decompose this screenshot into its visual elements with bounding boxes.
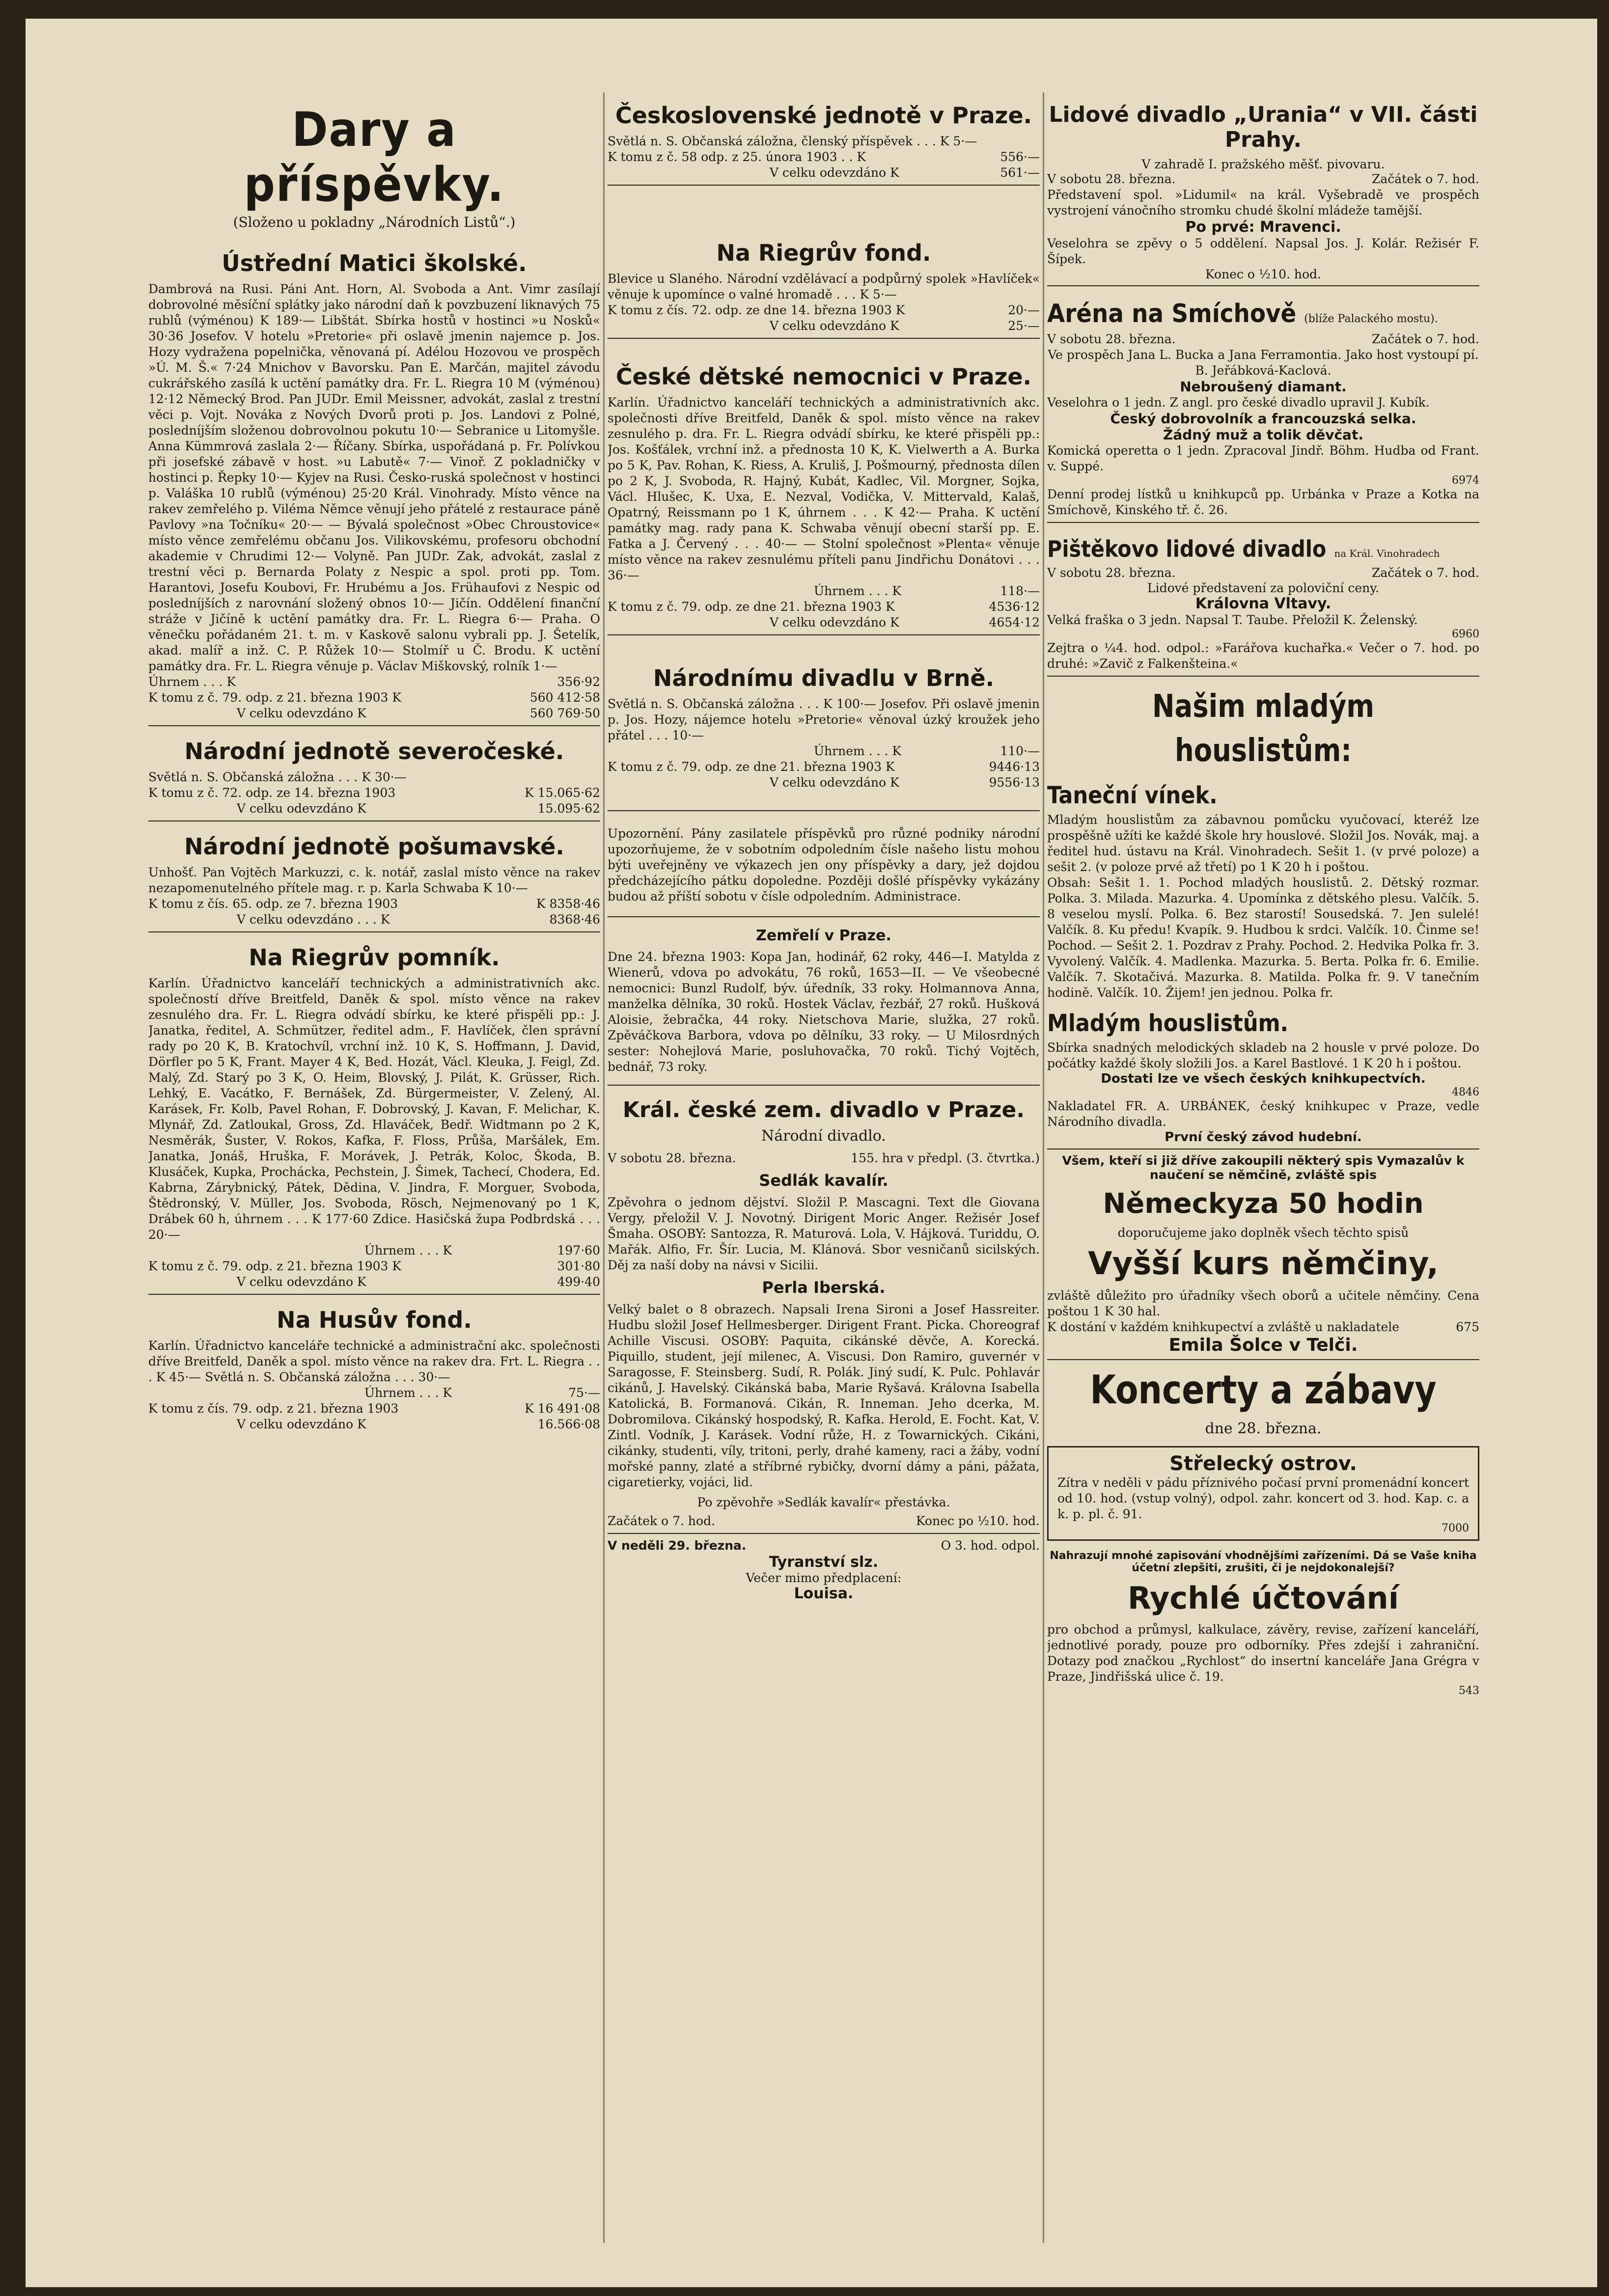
arena-date-row: V sobotu 28. března. Začátek o 7. hod.: [1047, 332, 1479, 346]
column-2: [608, 82, 1040, 2263]
urania-first: Po prvé: Mravenci.: [1185, 219, 1341, 236]
carry-row: K tomu z čís. 72. odp. ze dne 14. března 1903 K 20·—: [608, 303, 1040, 317]
total-row: Úhrnem . . . K 75·—: [364, 1386, 600, 1400]
concert-box: [1047, 1446, 1479, 1541]
evening-label: Večer mimo předplacení:: [746, 1571, 902, 1585]
pist-heading-row: [1047, 527, 1479, 565]
deaths-text: Dne 24. března 1903: Kopa Jan, hodinář, 62 roky, 446—I. Matylda z Wienerů, vdova po advokátu, 76 roků, 1653—II. — Ve všeobecné nemocnici: Bunzl Rudolf, býv. úředník, 33 roky. Holmannova Anna, manželka dělníka, 30 roků. Hostek Václav, řezbář, 27 roků. Hušková Aloisie, žebračka, 44 roky. Nietschova Marie, služka, 27 roků. Zpěváčkova Barbora, vdova po dělníku, 33 roky. — U Milosrdných sester: Nohejlová Marie, posluhovačka, 70 roků. Tichý Vojtěch, bednář, 73 roky.: [608, 950, 1040, 1074]
sunday-row: V neděli 29. března. O 3. hod. odpol.: [608, 1538, 1040, 1553]
theatre-subheading: Národní divadlo.: [761, 1127, 886, 1145]
section-heading: Na Husův fond.: [277, 1307, 472, 1333]
section-text: Karlín. Úřadnictvo kanceláře technické a administrační akc. společnosti dříve Breitfeld, Daněk a spol. místo věnce na rakev dra. Frt. L. Riegra . . . K 45·— Světlá n. S. Občanská záložna . . . 30·—: [148, 1339, 600, 1384]
section-heading: Národní jednotě pošumavské.: [184, 833, 564, 860]
divider: [608, 185, 1040, 186]
play-text: Velký balet o 8 obrazech. Napsali Irena Sironi a Josef Hassreiter. Hudbu složil Josef Hellmesberger. Dirigent Frant. Picka. Choreograf Achille Viscusi. OSOBY: Paquita, cikánské děvče, A. Korecká. Piquillo, student, její milenec, A. Viscusi. Don Ramiro, guvernér v Saragosse, F. Steinsberg. Sudí, R. Polák. Jiný sudí, K. Pulc. Pohlavár cikánů, J. Havelský. Cikánská baba, Marie Ryšavá. Královna Isabella Katolická, B. Formanová. Cikán, R. Inneman. Jeho dcerka, M. Dobromilova. Cikánský hospodský, R. Kafka. Herold, E. Focht. Kat, V. Zintl. Vodník, J. Karásek. Vodní růže, H. z Towarnických. Cikáni, cikánky, studenti, víly, tritoni, perly, drahé kameny, raci a žáby, vodní mořské panny, zlaté a stříbrné rybičky, dvorní dámy a páni, pážata, cigaretierky, vojáci, lid.: [608, 1302, 1040, 1489]
divider: [608, 810, 1040, 811]
pist-heading-small: na Král. Vinohradech: [1334, 547, 1440, 559]
section-text: Karlín. Úřadnictvo kanceláří technických a administrativních akc. společnosti dříve Breitfeld, Daněk & spol. místo věnce na rakev zesnulého p. dra. Fr. L. Riegra odvádí sbírku, ke které přispěli pp.: Jos. Košťálek, vrchní inž. a přednosta 10 K, K. Vielwerth a A. Burka po 5 K, Pav. Rohan, K. Riess, A. Kruliš, J. Pošmourný, přednosta dílen po 2 K, J. Svoboda, R. Hajný, Kubát, Kadlec, Vil. Morgner, Sojka, Václ. Hlušec, K. Uxa, E. Nezval, Vodička, V. Mittervald, Kalaš, Opatrný, Reissmann po 1 K, úhrnem . . . K 42·— Praha. K uctění památky mag. rady pana K. Schwaba věnují obecní starší pp. E. Fatka a J. Červený . . . 40·— — Stolní společnost »Plenta« věnuje místo věnce na rakev zesnulému příteli panu Jindřichu Donátovi . . . 36·—: [608, 395, 1040, 582]
arena-text4: Denní prodej lístků u knihkupců pp. Urbánka v Praze a Kotka na Smíchově, Kinského tř. č. 26.: [1047, 487, 1479, 517]
column-rule: [1043, 92, 1044, 2243]
divider: [1047, 1148, 1479, 1149]
arena-play: Český dobrovolník a francouzská selka.: [1110, 410, 1416, 427]
german-text: Všem, kteří si již dříve zakoupili některý spis Vymazalův k naučení se němčině, zvláště spis: [1062, 1153, 1465, 1182]
violin-heading: Našim mladým houslistům:: [1152, 688, 1375, 769]
arena-heading: Aréna na Smíchově: [1047, 299, 1297, 328]
column-1: [148, 82, 600, 2263]
urania-sub: V zahradě I. pražského měšť. pivovaru.: [1141, 157, 1385, 171]
section-heading: Národnímu divadlu v Brně.: [653, 665, 995, 691]
sum-row: V celku odevzdáno K 561·—: [770, 165, 1040, 180]
concert-heading: Koncerty a zábavy: [1090, 1367, 1437, 1413]
total-row: Úhrnem . . . K 110·—: [814, 744, 1040, 758]
sum-row: V celku odevzdáno K 15.095·62: [237, 801, 600, 816]
violin-sub: Taneční vínek.: [1047, 782, 1218, 809]
divider: [608, 338, 1040, 339]
carry-row: K tomu z čís. 79. odp. z 21. března 1903 K 16 491·08: [148, 1401, 600, 1416]
divider: [608, 916, 1040, 917]
divider: [1047, 1359, 1479, 1360]
pist-heading: Pištěkovo lidové divadlo: [1047, 536, 1327, 562]
pist-text3: Zejtra o ¼4. hod. odpol.: »Farářova kuchařka.« Večer o 7. hod. po druhé: »Zavič z Falkenšteina.«: [1047, 641, 1479, 671]
urania-end: Konec o ½10. hod.: [1205, 267, 1321, 281]
arena-num: 6974: [1452, 474, 1479, 487]
urania-text: Představení spol. »Lidumil« na král. Vyšebradě ve prospěch vystrojení vánočního stromku chudé školní mládeže tamější.: [1047, 188, 1479, 218]
arena-text3: Komická operetta o 1 jedn. Zpracoval Jindř. Böhm. Hudba od Frant. v. Suppé.: [1047, 443, 1479, 473]
section-heading: Na Riegrův fond.: [716, 240, 931, 266]
column-3: [1047, 82, 1479, 2263]
publisher: Nakladatel FR. A. URBÁNEK, český knihkupec v Praze, vedle Národního divadla.: [1047, 1099, 1479, 1129]
theatre-heading: Král. české zem. divadlo v Praze.: [622, 1097, 1025, 1122]
german-text3: zvláště důležito pro úřadníky všech oborů a učitele němčiny. Cena poštou 1 K 30 hal.: [1047, 1288, 1479, 1318]
carry-row: K tomu z č. 72. odp. ze 14. března 1903 K 15.065·62: [148, 786, 600, 800]
sum-row: V celku odevzdáno K 560 769·50: [237, 706, 600, 720]
carry-row: K tomu z č. 79. odp. z 21. března 1903 K 560 412·58: [148, 690, 600, 705]
german-title: Německyza 50 hodin: [1103, 1188, 1424, 1220]
play-title: Perla Iberská.: [762, 1278, 886, 1297]
pist-num: 6960: [1452, 628, 1479, 640]
divider: [1047, 522, 1479, 523]
violin-num: 4846: [1452, 1086, 1479, 1098]
arena-text: Ve prospěch Jana L. Bucka a Jana Ferramontia. Jako host vystoupí pí. B. Jeřábková-Kaclová.: [1048, 348, 1479, 378]
concert-sub: Střelecký ostrov.: [1169, 1452, 1357, 1475]
arena-heading-small: (blíže Palackého mostu).: [1304, 313, 1438, 325]
section-heading: Národní jednotě severočeské.: [184, 738, 564, 765]
sum-row: V celku odevzdáno K 9556·13: [770, 775, 1040, 790]
concert-num: 7000: [1442, 1522, 1469, 1534]
divider: [608, 1533, 1040, 1534]
acct-text2: pro obchod a průmysl, kalkulace, závěry, revise, zařízení kanceláří, jednotlivé porady, pouze pro odborníky. Přes zdejší i zahraniční. Dotazy pod značkou „Rychlost“ do insertní kanceláře Jana Grégra v Praze, Jindřišská ulice č. 19.: [1047, 1622, 1479, 1684]
violin-text: Dostati lze ve všech českých knihkupectvích.: [1101, 1071, 1426, 1086]
pist-text: Lidové představení za poloviční ceny.: [1147, 581, 1379, 595]
violin-sub: Mladým houslistům.: [1047, 1010, 1288, 1037]
section-text: Blevice u Slaného. Národní vzdělávací a podpůrný spolek »Havlíček« věnuje k upomínce o valné hromadě . . . K 5·—: [608, 272, 1040, 301]
play-note: Po zpěvohře »Sedlák kavalír« přestávka.: [697, 1495, 950, 1509]
total-row: Úhrnem . . . K 356·92: [148, 675, 600, 689]
pist-play: Královna Vltavy.: [1195, 595, 1332, 612]
section-text: Karlín. Úřadnictvo kanceláří technických a administrativních akc. společností dříve Breitfeld, Daněk & spol. místo věnce na rakev zesnulého dra. Fr. L. Riegra odvádí sbírku, ke které přispěli pp.: J. Janatka, ředitel, A. Schmützer, ředitel adm., F. Havlíček, člen správní rady po 20 K, B. Kratochvíl, vrchní inž. 10 K, S. Hoffmann, J. David, Dörfler po 5 K, Frant. Mayer 4 K, Bed. Hozát, Václ. Kleuka, J. Feigl, Zd. Malý, Zd. Starý po 3 K, O. Heim, Blovský, J. Pilát, K. Grüsser, Rich. Lehký, E. Vacátko, F. Bernášek, Zd. Bürgermeister, V. Zelený, Al. Karásek, Fr. Kolb, Pavel Rohan, F. Dobrovský, J. Kavan, F. Melichar, K. Mlynář, Zd. Zatloukal, Gross, Zd. Hlaváček, Bedř. Widtmann po 2 K, Nesměrák, Šuster, V. Rokos, Kafka, F. Floss, Průša, Maršálek, Em. Janatka, Jonáš, Hruška, F. Morávek, J. Petrák, Koloc, Škoda, B. Klusáček, Kupka, Prochácka, Pechstein, J. Šimek, Tachecí, Chodera, Ed. Kabrna, Zárybnický, Pátek, Dědina, V. Jindra, F. Morguer, Svoboda, Štědronský, V. Müller, Jos. Svoboda, Rösch, Nejmenovaný po 1 K, Drábek 60 h, úhrnem . . . K 177·60 Zdice. Hasičská župa Podbrdská . . . 20·—: [148, 976, 600, 1242]
sum-row: V celku odevzdáno K 25·—: [770, 319, 1040, 333]
sum-row: V celku odevzdáno K 4654·12: [770, 615, 1040, 629]
acct-num: 543: [1459, 1685, 1479, 1697]
carry-row: K tomu z č. 79. odp. z 21. března 1903 K 301·80: [148, 1259, 600, 1273]
time-row: Začátek o 7. hod. Konec po ½10. hod.: [608, 1514, 1040, 1528]
section-text: Světlá n. S. Občanská záložna . . . K 100·— Josefov. Při oslavě jmenin p. Jos. Hozy, nájemce hotelu »Pretorie« věnoval úzký kroužek jeho přátel . . . 10·—: [608, 697, 1040, 742]
carry-row: K tomu z č. 58 odp. z 25. února 1903 . . K 556·—: [608, 150, 1040, 164]
acct-text: Nahrazují mnohé zapisování vhodnějšími zařízeními. Dá se Vaše kniha účetní zlepšiti, zrušiti, či je nejdokonalejší?: [1050, 1550, 1477, 1574]
concert-text: Zítra v neděli v pádu příznivého počasí první promenádní koncert od 10. hod. (vstup volný), odpol. zahr. koncert od 3. hod. Kap. c. a k. p. pl. č. 91.: [1057, 1476, 1469, 1521]
play-title: Tyranství slz.: [769, 1554, 879, 1571]
divider: [1047, 676, 1479, 677]
urania-date-row: V sobotu 28. března. Začátek o 7. hod.: [1047, 172, 1479, 186]
theatre-date-row: V sobotu 28. března. 155. hra v předpl. (3. čtvrtka.): [608, 1151, 1040, 1165]
violin-text: Mladým houslistům za zábavnou pomůcku vyučovací, kteréž lze prospěšně užíti ke každé škole hry houslové. Složil Jos. Novák, maj. a ředitel hud. ústavu na Král. Vinohradech. Sešit 1. (v prvé poloze) a sešit 2. (v poloze prvé až třetí) po 1 K 20 h i poštou.: [1047, 813, 1479, 874]
section-heading: Československé jednotě v Praze.: [615, 102, 1032, 129]
divider: [608, 1085, 1040, 1086]
carry-row: K tomu z č. 79. odp. ze dne 21. března 1903 K 4536·12: [608, 600, 1040, 614]
divider: [148, 725, 600, 726]
acct-title: Rychlé účtování: [1128, 1580, 1399, 1616]
violin-text: Sbírka snadných melodických skladeb na 2 housle v prvé poloze. Do počátky každé školy složili Jos. a Karel Bastlové. 1 K 20 h i poštou.: [1047, 1040, 1479, 1070]
arena-text2: Veselohra o 1 jedn. Z angl. pro české divadlo upravil J. Kubík.: [1047, 395, 1430, 410]
sum-row: V celku odevzdáno K 16.566·08: [237, 1417, 600, 1431]
total-row: Úhrnem . . . K 118·—: [814, 584, 1040, 598]
german-row: K dostání v každém knihkupectví a zvláště u nakladatele 675: [1047, 1320, 1479, 1334]
section-heading: České dětské nemocnici v Praze.: [615, 363, 1032, 390]
newspaper-page: [26, 19, 1597, 2287]
section-text: Světlá n. S. Občanská záložna, členský příspěvek . . . K 5·—: [608, 134, 977, 148]
page-title: Dary a příspěvky.: [244, 102, 505, 212]
sum-row: V celku odevzdáno K 499·40: [237, 1275, 600, 1289]
publisher2: První český závod hudební.: [1165, 1130, 1362, 1145]
arena-play: Žádný muž a tolik děvčat.: [1163, 427, 1363, 443]
german-title2: Vyšší kurs němčiny,: [1088, 1246, 1439, 1282]
pist-text2: Velká fraška o 3 jedn. Napsal T. Taube. Přeložil K. Želenský.: [1047, 613, 1418, 627]
carry-row: K tomu z čís. 65. odp. ze 7. března 1903 K 8358·46: [148, 897, 600, 911]
sum-row: V celku odevzdáno . . . K 8368·46: [237, 912, 600, 927]
violin-text: Obsah: Sešit 1. 1. Pochod mladých houslistů. 2. Dětský rozmar. Polka. 3. Milada. Mazurka. 4. Upomínka z dětského plesu. Valčík. 5. 8 veselou myslí. Polka. 6. Bez starostí! Sousedská. 7. Jen sulelé! Valčík. 8. Ku předu! Kvapík. 9. Hudbou k srdci. Valčík. 10. Činme se! Pochod. — Sešit 2. 1. Pozdrav z Prahy. Pochod. 2. Hedvika Polka fr. 3. Vyvolený. Valčík. 4. Madlenka. Mazurka. 5. Berta. Polka fr. 6. Emilie. Valčík. 7. Skotačivá. Mazurka. 8. Matilda. Polka fr. 9. V tanečním hodině. Valčík. 10. Žijem! jen jednou. Polka fr.: [1047, 875, 1479, 1000]
divider: [148, 1294, 600, 1295]
divider: [608, 634, 1040, 635]
total-row: Úhrnem . . . K 197·60: [364, 1243, 600, 1257]
deaths-heading: Zemřelí v Praze.: [756, 927, 891, 944]
section-text: Unhošť. Pan Vojtěch Markuzzi, c. k. notář, zaslal místo věnce na rakev nezapomenutelného přítele mag. r. p. Karla Schwaba K 10·—: [148, 865, 600, 895]
urania-text2: Veselohra se zpěvy o 5 oddělení. Napsal Jos. J. Kolár. Režisér F. Šípek.: [1047, 236, 1479, 266]
page-subtitle: (Složeno u pokladny „Národních Listů“.): [233, 214, 516, 230]
play-text: Zpěvohra o jednom dějství. Složil P. Mascagni. Text dle Giovana Vergy, přeložil V. J. Novotný. Dirigent Moric Anger. Režisér Josef Šmaha. OSOBY: Santozza, R. Maturová. Lola, V. Hájková. Turiddu, O. Mařák. Alfio, Fr. Šír. Lucia, M. Klánová. Sbor vesničanů sicilských. Děj za naší doby na návsi v Sicilii.: [608, 1195, 1040, 1272]
section-text: Světlá n. S. Občanská záložna . . . K 30·—: [148, 770, 407, 784]
carry-row: K tomu z č. 79. odp. ze dne 21. března 1903 K 9446·13: [608, 760, 1040, 774]
play-title: Louisa.: [794, 1585, 854, 1602]
notice-text: Upozornění. Pány zasilatele příspěvků pro různé podniky národní upozorňujeme, že v sobotním odpoledním čísle našeho listu mohou býti uveřejněny ve výkazech jen ony příspěvky a dary, jež dojdou předcházejícího pátku dopoledne. Později došlé příspěvky vykázány budou až příští sobotu v čísle odpoledním. Administrace.: [608, 826, 1040, 903]
section-text: Dambrová na Rusi. Páni Ant. Horn, Al. Svoboda a Ant. Vimr zasílají dobrovolné měsíční splátky jako národní daň k povzbuzení liknavých 75 rublů (výménou) K 189·— Libštát. Sbírka hostů v hostinci »u Nosků« 30·36 Josefov. V hotelu »Pretorie« při oslavě jmenin najemce p. Jos. Hozy vydražena popelnička, věnovaná pí. Adélou Hozovou ve prospěch »Ú. M. Š.« 7·24 Mnichov v Bavorsku. Pan E. Marčán, majitel závodu cukrářského zasílá k uctění památky dra. Fr. L. Riegra 10 M (výménou) 12·12 Německý Brod. Pan JUDr. Emil Meissner, advokát, zaslal z trestní věci p. Vojt. Nováka z Nových Dvorů proti p. Jos. Landovi z Polné, posledníjším složenou dobrovolnou pokutu 10·— Sebranice u Litomyšle. Anna Kümmrová zaslala 2·— Říčany. Sbírka, uspořádaná p. Fr. Polívkou při josefské zábavě v host. »u Labutě« 7·— Vinoř. Z pokladničky v hostinci p. Řepky 10·— Kyjev na Rusi. Česko-ruská společnost v hostinci p. Valáška 10 rublů (výménou) 25·20 Král. Vinohrady. Místo věnce na rakev zemřelého p. Viléma Němce věnují jeho přátelé z restaurace páně Pavlovy »na Točníku« 20·— — Bývalá společnost »Obec Chroustovice« místo věnce zemřelému občanu Jos. Vilikovskému, profesoru obchodní akademie v Chrudimi 12·— Volyně. Pan JUDr. Zak, advokát, zaslal z trestní věci p. Bernarda Polaty z Nespic a spol. proti pp. Tom. Harantovi, Josefu Koubovi, Fr. Hrubému a Jos. Frühaufovi z Nespic od posledníjších z narovnání složený obnos 10·— Jičín. Oddělení finanční stráže v Jičíně k uctění památky dra. Fr. L. Riegra 6·— Praha. O věnečku pořádaném 21. t. m. v Kaskově salonu vybrali pp. J. Šetelík, akad. malíř a inž. C. P. Růžek 10·— Stolmíř u Č. Brodu. K uctění památky dra. Fr. L. Riegra věnuje p. Václav Miškovský, rolník 1·—: [148, 282, 600, 673]
column-rule: [603, 92, 605, 2243]
arena-play: Nebroušený diamant.: [1180, 379, 1347, 395]
german-text2: doporučujeme jako doplněk všech těchto spisů: [1117, 1226, 1409, 1240]
urania-heading: Lidové divadlo „Urania“ v VII. části Prahy.: [1049, 102, 1478, 152]
german-pub: Emila Šolce v Telči.: [1168, 1335, 1358, 1355]
section-heading: Na Riegrův pomník.: [249, 944, 500, 971]
section-heading: Ústřední Matici školské.: [222, 250, 527, 276]
pist-date-row: V sobotu 28. března. Začátek o 7. hod.: [1047, 566, 1479, 580]
divider: [1047, 285, 1479, 286]
arena-heading-row: [1047, 290, 1479, 331]
divider: [148, 820, 600, 821]
play-title: Sedlák kavalír.: [759, 1171, 888, 1190]
divider: [148, 931, 600, 932]
concert-date: dne 28. března.: [1205, 1420, 1322, 1437]
